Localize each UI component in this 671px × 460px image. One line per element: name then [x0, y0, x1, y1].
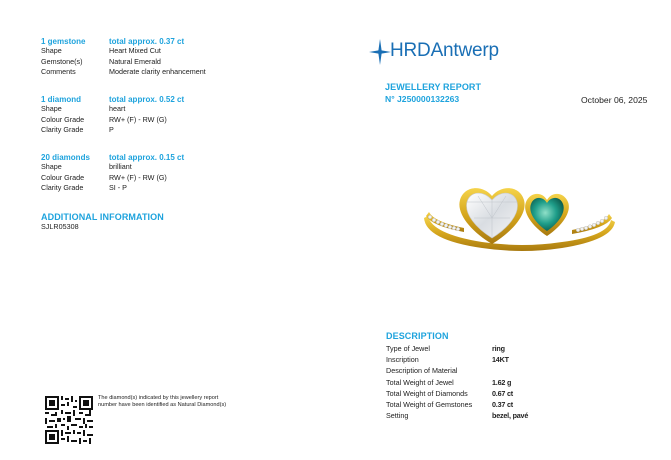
- qr-code-icon: [45, 396, 93, 444]
- description-row: Inscription 14KT: [386, 355, 509, 365]
- diamonds-row: Shape brilliant: [41, 162, 132, 171]
- diamond-row: Shape heart: [41, 104, 126, 113]
- diamond-section: [41, 95, 184, 136]
- natural-diamond-note: The diamond(s) indicated by this jewellery report number have been identified as Natural Diamond(s): [98, 395, 227, 408]
- description-row: Total Weight of Jewel 1.62 g: [386, 377, 512, 387]
- gemstone-row: Comments Moderate clarity enhancement: [41, 67, 206, 77]
- diamonds-row: Clarity Grade SI - P: [41, 183, 127, 193]
- ring-illustration: [422, 178, 617, 256]
- description-row: Total Weight of Gemstones 0.37 ct: [386, 400, 513, 410]
- ring-image: [422, 178, 617, 256]
- diamonds-heading: 20 diamonds: [41, 153, 90, 162]
- additional-info: [41, 212, 164, 233]
- description-row: Setting bezel, pavé: [386, 411, 529, 421]
- qr-code[interactable]: [45, 396, 93, 444]
- gemstone-row: Shape Heart Mixed Cut: [41, 46, 161, 55]
- diamond-row: Clarity Grade P: [41, 125, 114, 135]
- diamond-row: Colour Grade RW+ (F) - RW (G): [41, 114, 167, 124]
- diamonds-section: [41, 153, 184, 194]
- logo-text-hrd: HRD: [390, 40, 431, 61]
- diamond-heading: 1 diamond: [41, 95, 82, 104]
- description-section: [386, 331, 528, 421]
- gemstone-section: [41, 37, 206, 78]
- logo-text-antwerp: Antwerp: [430, 40, 499, 61]
- report-date: October 06, 2025: [581, 95, 648, 105]
- description-row: Description of Material: [386, 366, 458, 376]
- gemstone-row: Gemstone(s) Natural Emerald: [41, 56, 161, 66]
- diamonds-row: Colour Grade RW+ (F) - RW (G): [41, 172, 167, 182]
- gemstone-heading: 1 gemstone: [41, 37, 86, 46]
- gemstone-total: total approx. 0.37 ct: [109, 37, 185, 46]
- diamond-total: total approx. 0.52 ct: [109, 95, 185, 104]
- diamonds-total: total approx. 0.15 ct: [109, 153, 185, 162]
- description-row: Total Weight of Diamonds 0.67 ct: [386, 388, 513, 398]
- star-icon: [368, 38, 392, 66]
- description-row: Type of Jewel ring: [386, 344, 505, 353]
- description-title: DESCRIPTION: [386, 331, 449, 341]
- additional-title: ADDITIONAL INFORMATION: [41, 212, 164, 222]
- report-title: JEWELLERY REPORT: [385, 82, 482, 92]
- additional-code: SJLR05308: [41, 222, 79, 231]
- report-number: N° J250000132263: [385, 94, 460, 104]
